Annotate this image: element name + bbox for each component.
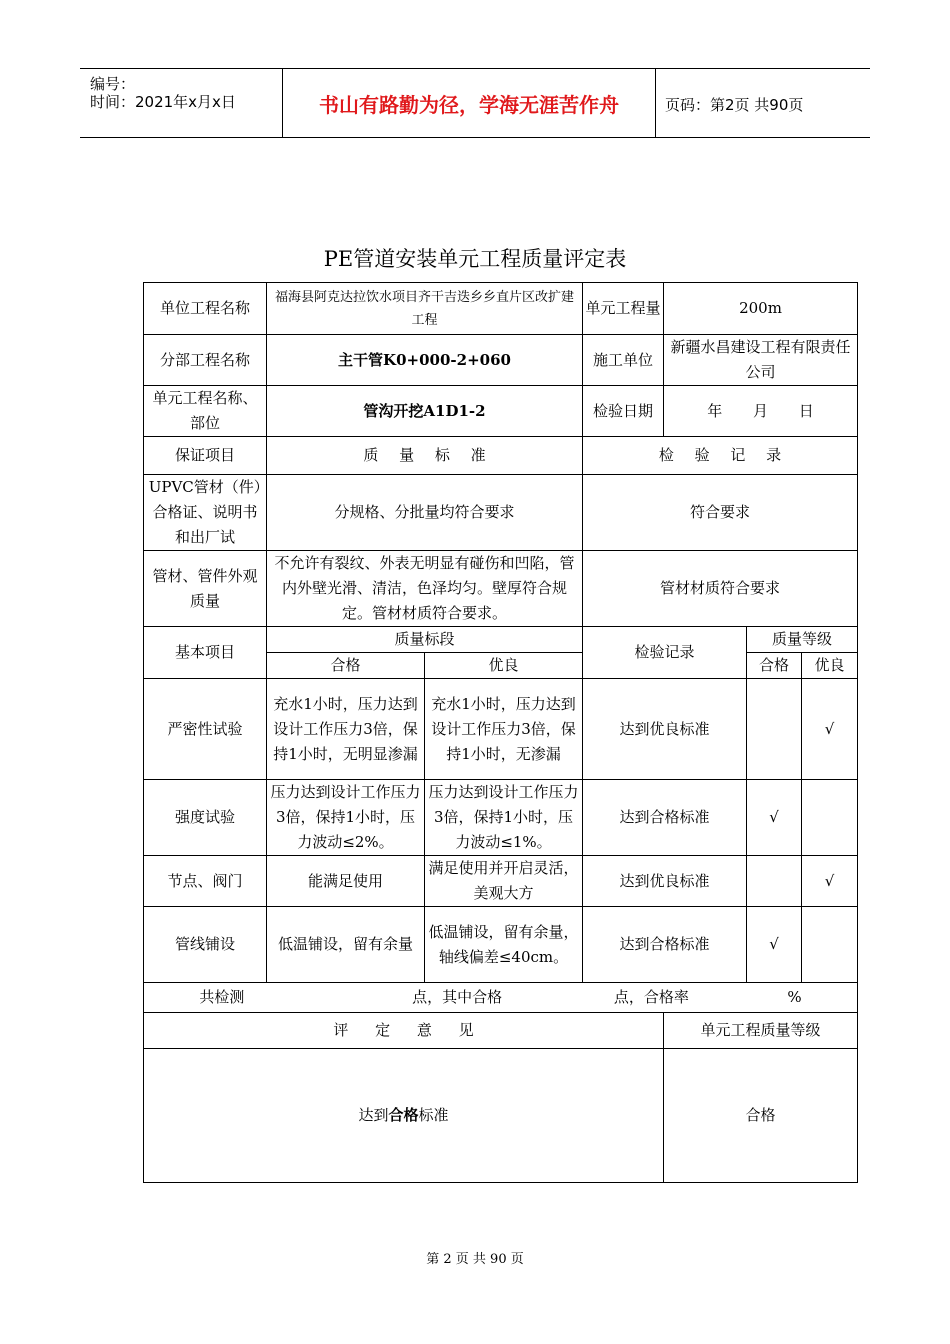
basic-grade-good — [802, 780, 858, 856]
basic-item: 节点、阀门 — [144, 856, 267, 907]
opinion-label: 评 定 意 见 — [144, 1013, 664, 1049]
number-label: 编号： — [90, 75, 136, 93]
row-guarantee-1 — [144, 475, 858, 551]
row-basic-1 — [144, 679, 858, 780]
basic-grade-good — [802, 907, 858, 983]
unit-project-label: 单位工程名称 — [144, 283, 267, 335]
basic-pass-header: 合格 — [267, 653, 425, 679]
opinion-value — [144, 1049, 664, 1183]
element-value: 管沟开挖A1D1-2 — [267, 386, 583, 437]
row-basic-header-1 — [144, 627, 858, 653]
basic-record-header: 检验记录 — [583, 627, 747, 679]
row-element — [144, 386, 858, 437]
basic-good: 压力达到设计工作压力3倍，保持1小时，压力波动≤1%。 — [425, 780, 583, 856]
time-label: 时间：2021年x月x日 — [90, 93, 236, 111]
evaluation-form — [143, 282, 858, 1183]
basic-record: 达到合格标准 — [583, 907, 747, 983]
guarantee-item: 管材、管件外观质量 — [144, 551, 267, 627]
guarantee-item-header: 保证项目 — [144, 437, 267, 475]
motto: 书山有路勤为径，学海无涯苦作舟 — [319, 93, 619, 117]
basic-grade-good: √ — [802, 679, 858, 780]
document-title: PE管道安装单元工程质量评定表 — [323, 247, 627, 271]
row-unit-project — [144, 283, 858, 335]
unit-quantity-label: 单元工程量 — [583, 283, 664, 335]
opinion-prefix: 达到 — [358, 1106, 389, 1124]
basic-pass: 充水1小时，压力达到设计工作压力3倍，保持1小时，无明显渗漏 — [267, 679, 425, 780]
basic-grade-good-header: 优良 — [802, 653, 858, 679]
basic-record: 达到优良标准 — [583, 679, 747, 780]
unit-quantity-value: 200m — [664, 283, 858, 335]
header-motto-cell — [282, 69, 656, 137]
contractor-label: 施工单位 — [583, 335, 664, 386]
basic-item-header: 基本项目 — [144, 627, 267, 679]
unit-project-value: 福海县阿克达拉饮水项目齐干吉迭乡乡直片区改扩建工程 — [267, 283, 583, 335]
contractor-value: 新疆水昌建设工程有限责任公司 — [664, 335, 858, 386]
guarantee-standard-header: 质 量 标 准 — [267, 437, 583, 475]
opinion-suffix: 标准 — [418, 1106, 449, 1124]
basic-grade-pass — [747, 856, 802, 907]
basic-quality-section-header: 质量标段 — [267, 627, 583, 653]
page-footer: 第 2 页 共 90 页 — [426, 1252, 524, 1267]
header-page-cell — [655, 69, 870, 137]
opinion-emphasis: 合格 — [388, 1106, 419, 1124]
basic-pass: 低温铺设，留有余量 — [267, 907, 425, 983]
row-basic-2 — [144, 780, 858, 856]
basic-good: 满足使用并开启灵活，美观大方 — [425, 856, 583, 907]
grade-label: 单元工程质量等级 — [664, 1013, 858, 1049]
row-evaluation-header — [144, 1013, 858, 1049]
guarantee-record: 管材材质符合要求 — [583, 551, 858, 627]
basic-grade-pass: √ — [747, 907, 802, 983]
basic-record: 达到优良标准 — [583, 856, 747, 907]
basic-grade-pass — [747, 679, 802, 780]
row-basic-3 — [144, 856, 858, 907]
basic-good: 低温铺设，留有余量，轴线偏差≤40cm。 — [425, 907, 583, 983]
grade-value: 合格 — [664, 1049, 858, 1183]
basic-item: 管线铺设 — [144, 907, 267, 983]
division-label: 分部工程名称 — [144, 335, 267, 386]
basic-pass: 压力达到设计工作压力3倍，保持1小时，压力波动≤2%。 — [267, 780, 425, 856]
row-guarantee-header — [144, 437, 858, 475]
basic-item: 严密性试验 — [144, 679, 267, 780]
summary-text-1: 共检测 — [199, 988, 245, 1006]
inspect-date-value: 年 月 日 — [664, 386, 858, 437]
basic-record: 达到合格标准 — [583, 780, 747, 856]
row-guarantee-2 — [144, 551, 858, 627]
basic-grade-good: √ — [802, 856, 858, 907]
header-meta-cell — [80, 69, 282, 137]
basic-item: 强度试验 — [144, 780, 267, 856]
basic-good-header: 优良 — [425, 653, 583, 679]
row-division — [144, 335, 858, 386]
basic-good: 充水1小时，压力达到设计工作压力3倍，保持1小时，无渗漏 — [425, 679, 583, 780]
summary-text-3: 点，合格率 — [613, 988, 689, 1006]
element-label: 单元工程名称、部位 — [144, 386, 267, 437]
basic-grade-pass-header: 合格 — [747, 653, 802, 679]
page-header — [80, 68, 870, 138]
guarantee-item: UPVC管材（件）合格证、说明书和出厂试 — [144, 475, 267, 551]
page-info: 页码：第2页 共90页 — [665, 96, 804, 114]
basic-grade-pass: √ — [747, 780, 802, 856]
guarantee-standard: 不允许有裂纹、外表无明显有碰伤和凹陷，管内外壁光滑、清洁，色泽均匀。壁厚符合规定。管材材质符合要求。 — [267, 551, 583, 627]
division-value: 主干管K0+000-2+060 — [267, 335, 583, 386]
guarantee-record: 符合要求 — [583, 475, 858, 551]
summary-cell — [144, 983, 858, 1013]
guarantee-standard: 分规格、分批量均符合要求 — [267, 475, 583, 551]
row-evaluation-body — [144, 1049, 858, 1183]
row-summary — [144, 983, 858, 1013]
summary-text-2: 点，其中合格 — [412, 988, 503, 1006]
guarantee-record-header: 检 验 记 录 — [583, 437, 858, 475]
basic-grade-header: 质量等级 — [747, 627, 858, 653]
basic-pass: 能满足使用 — [267, 856, 425, 907]
summary-text-4: % — [787, 988, 802, 1006]
row-basic-4 — [144, 907, 858, 983]
inspect-date-label: 检验日期 — [583, 386, 664, 437]
